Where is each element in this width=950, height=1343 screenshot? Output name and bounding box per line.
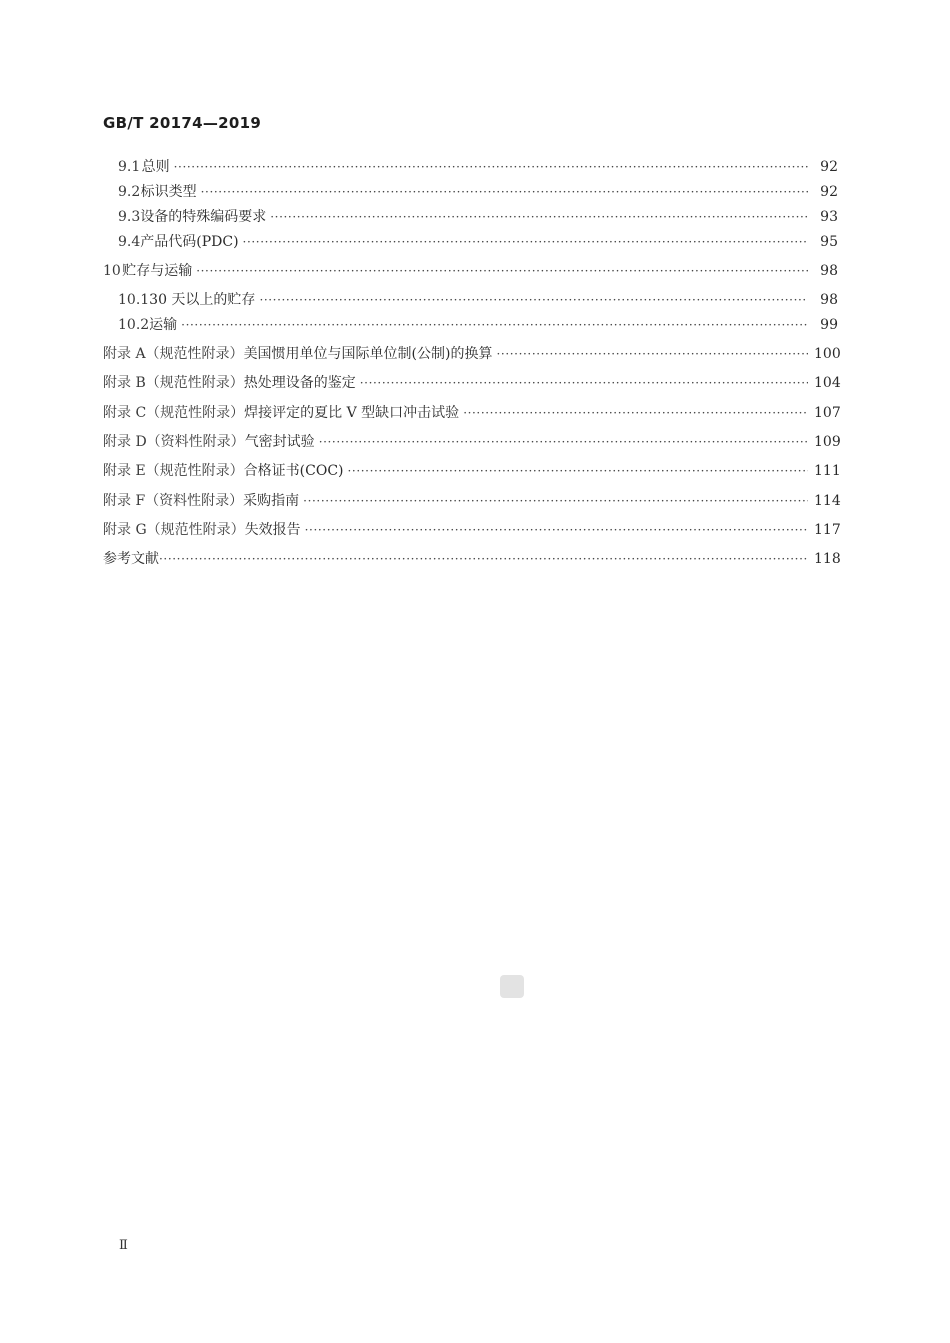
toc-leader-dots xyxy=(174,157,808,177)
toc-entry-number: 附录 F（资料性附录） xyxy=(103,493,244,509)
toc-leader-dots xyxy=(319,432,808,452)
toc-entry-number: 10 xyxy=(103,263,121,279)
page-number-footer: Ⅱ xyxy=(119,1238,128,1253)
toc-entry-number: 附录 B（规范性附录） xyxy=(103,375,244,391)
toc-entry-page: 114 xyxy=(814,493,841,509)
toc-entry-number: 9.4 xyxy=(118,234,141,250)
toc-entry-9-3[interactable] xyxy=(118,207,838,227)
toc-leader-dots xyxy=(181,315,808,335)
toc-entry-title: 焊接评定的夏比 V 型缺口冲击试验 xyxy=(244,405,460,421)
toc-entry-title: 30 天以上的贮存 xyxy=(149,292,256,308)
toc-entry-page: 92 xyxy=(820,184,838,200)
gray-mark xyxy=(500,975,524,998)
toc-leader-dots xyxy=(305,520,808,540)
toc-entry-appendix-g[interactable] xyxy=(103,520,841,540)
toc-entry-number: 9.2 xyxy=(118,184,141,200)
toc-entry-bibliography[interactable] xyxy=(103,549,841,569)
toc-entry-page: 99 xyxy=(820,317,838,333)
toc-entry-page: 95 xyxy=(820,234,838,250)
toc-leader-dots xyxy=(348,461,809,481)
toc-entry-9-4[interactable] xyxy=(118,232,838,252)
toc-entry-title: 参考文献 xyxy=(103,551,159,567)
toc-entry-page: 93 xyxy=(820,209,838,225)
toc-leader-dots xyxy=(201,182,808,202)
toc-entry-number: 9.1 xyxy=(118,159,141,175)
toc-entry-10-2[interactable] xyxy=(118,315,838,335)
toc-entry-number: 附录 E（规范性附录） xyxy=(103,463,244,479)
toc-entry-page: 111 xyxy=(814,463,841,479)
toc-entry-appendix-a[interactable] xyxy=(103,344,841,364)
toc-leader-dots xyxy=(259,290,808,310)
toc-entry-page: 107 xyxy=(814,405,841,421)
toc-entry-10-1[interactable] xyxy=(118,290,838,310)
toc-entry-page: 98 xyxy=(820,263,838,279)
toc-entry-number: 附录 C（规范性附录） xyxy=(103,405,245,421)
toc-entry-number: 附录 A（规范性附录） xyxy=(103,346,244,362)
toc-entry-title: 设备的特殊编码要求 xyxy=(140,209,267,225)
toc-entry-title: 采购指南 xyxy=(243,493,300,509)
toc-entry-number: 附录 D（资料性附录） xyxy=(103,434,245,450)
toc-leader-dots xyxy=(159,549,808,569)
toc-entry-title: 气密封试验 xyxy=(244,434,315,450)
toc-entry-number: 10.2 xyxy=(118,317,150,333)
toc-entry-appendix-d[interactable] xyxy=(103,432,841,452)
toc-entry-page: 100 xyxy=(814,346,841,362)
toc-entry-appendix-e[interactable] xyxy=(103,461,841,481)
toc-leader-dots xyxy=(303,491,808,511)
toc-entry-title: 合格证书(COC) xyxy=(243,463,344,479)
standard-number-header: GB/T 20174—2019 xyxy=(103,114,262,132)
toc-leader-dots xyxy=(196,261,808,281)
toc-entry-appendix-c[interactable] xyxy=(103,403,841,423)
toc-entry-title: 热处理设备的鉴定 xyxy=(243,375,356,391)
toc-entry-title: 总则 xyxy=(141,159,170,175)
toc-entry-page: 92 xyxy=(820,159,838,175)
toc-entry-page: 117 xyxy=(814,522,841,538)
toc-entry-page: 109 xyxy=(814,434,841,450)
toc-leader-dots xyxy=(463,403,808,423)
toc-leader-dots xyxy=(243,232,808,252)
toc-entry-page: 104 xyxy=(814,375,841,391)
toc-entry-page: 118 xyxy=(814,551,841,567)
toc-entry-title: 失效报告 xyxy=(244,522,301,538)
toc-leader-dots xyxy=(360,373,808,393)
toc-entry-title: 产品代码(PDC) xyxy=(140,234,239,250)
toc-entry-page: 98 xyxy=(820,292,838,308)
toc-entry-title: 运输 xyxy=(149,317,178,333)
toc-entry-number: 10.1 xyxy=(118,292,150,308)
toc-leader-dots xyxy=(270,207,808,227)
toc-entry-title: 美国惯用单位与国际单位制(公制)的换算 xyxy=(243,346,493,362)
toc-entry-number: 附录 G（规范性附录） xyxy=(103,522,245,538)
toc-leader-dots xyxy=(497,344,809,364)
toc-entry-9-1[interactable] xyxy=(118,157,838,177)
toc-entry-10[interactable] xyxy=(103,261,838,281)
toc-entry-title: 标识类型 xyxy=(140,184,197,200)
toc-entry-9-2[interactable] xyxy=(118,182,838,202)
toc-entry-title: 贮存与运输 xyxy=(122,263,193,279)
toc-entry-number: 9.3 xyxy=(118,209,141,225)
toc-entry-appendix-b[interactable] xyxy=(103,373,841,393)
toc-entry-appendix-f[interactable] xyxy=(103,491,841,511)
